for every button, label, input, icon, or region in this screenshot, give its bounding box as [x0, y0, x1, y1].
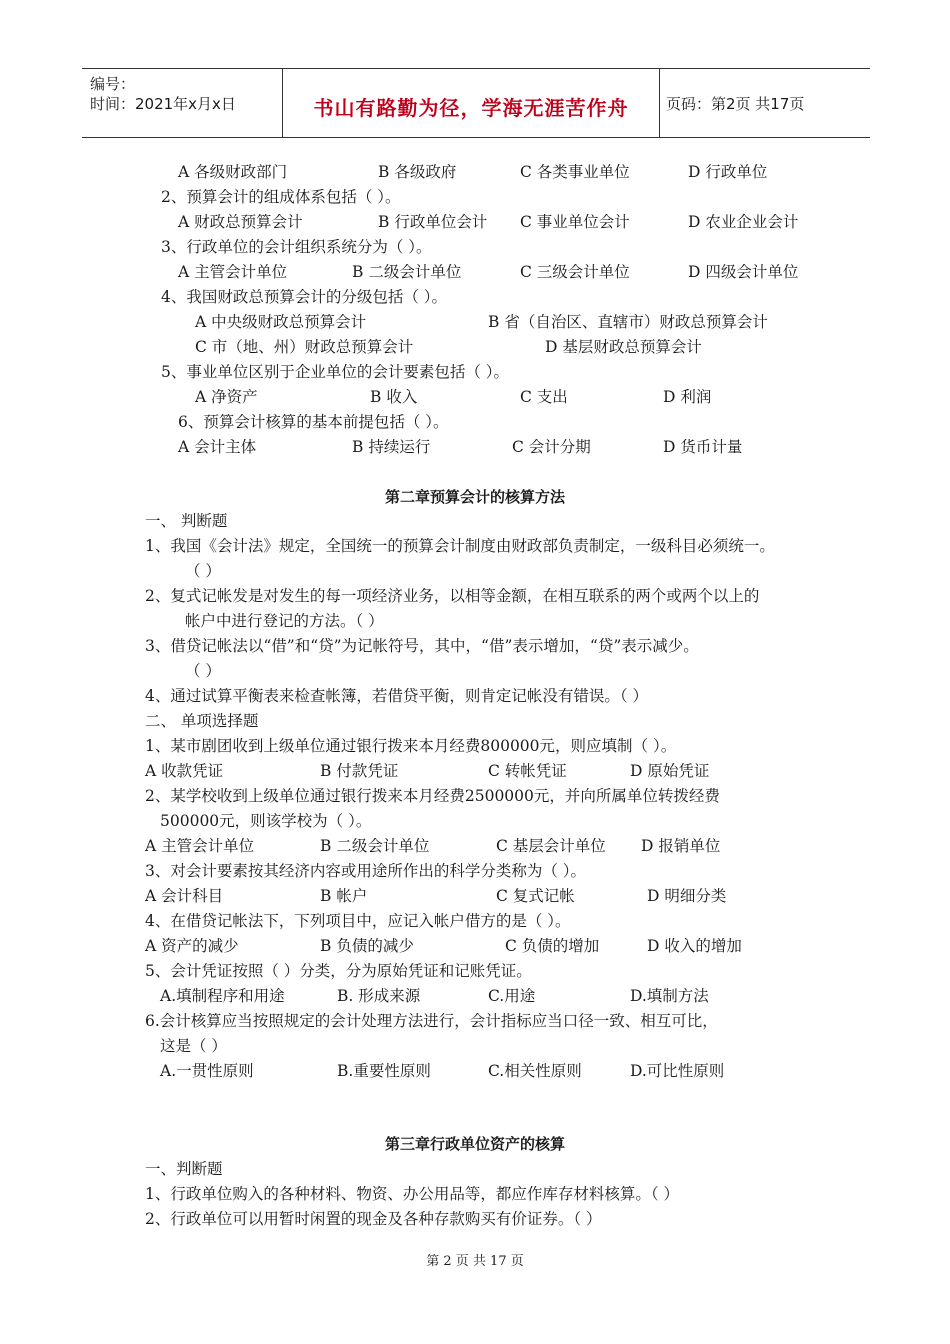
text-line: C 负债的增加 — [505, 937, 600, 955]
text-line: C 会计分期 — [512, 438, 591, 456]
text-line: B 持续运行 — [352, 438, 431, 456]
text-line: 3、借贷记帐法以“借”和“贷”为记帐符号，其中，“借”表示增加，“贷”表示减少。 — [145, 637, 699, 655]
text-line: D 明细分类 — [647, 887, 727, 905]
text-line: 1、行政单位购入的各种材料、物资、办公用品等，都应作库存材料核算。（ ） — [145, 1185, 680, 1203]
text-line: 500000元，则该学校为（ ）。 — [160, 812, 372, 830]
text-line: D 报销单位 — [641, 837, 721, 855]
text-line: 一、 判断题 — [145, 512, 228, 530]
text-line: 2、复式记帐发是对发生的每一项经济业务，以相等金额，在相互联系的两个或两个以上的 — [145, 587, 760, 605]
text-line: 一、判断题 — [145, 1160, 223, 1178]
text-line: C 市（地、州）财政总预算会计 — [195, 338, 414, 356]
text-line: A.填制程序和用途 — [160, 987, 285, 1005]
text-line: B 帐户 — [320, 887, 368, 905]
text-line: 6.会计核算应当按照规定的会计处理方法进行，会计指标应当口径一致、相互可比， — [145, 1012, 718, 1030]
text-line: 4、在借贷记帐法下，下列项目中，应记入帐户借方的是（ ）。 — [145, 912, 571, 930]
text-line: D.填制方法 — [630, 987, 709, 1005]
text-line: （ ） — [185, 662, 221, 680]
text-line: B 付款凭证 — [320, 762, 399, 780]
text-line: B 收入 — [370, 388, 418, 406]
text-line: A 各级财政部门 — [178, 163, 288, 181]
text-line: 4、通过试算平衡表来检查帐簿，若借贷平衡，则肯定记帐没有错误。（ ） — [145, 687, 649, 705]
text-line: 6、预算会计核算的基本前提包括（ ）。 — [178, 413, 449, 431]
text-line: C.用途 — [488, 987, 536, 1005]
text-line: C 复式记帐 — [496, 887, 575, 905]
text-line: 3、行政单位的会计组织系统分为（ ）。 — [161, 238, 432, 256]
header-motto-cell — [283, 69, 660, 137]
text-line: C 事业单位会计 — [520, 213, 630, 231]
chapter-heading: 第三章行政单位资产的核算 — [384, 1135, 565, 1153]
text-line: D 利润 — [663, 388, 712, 406]
header-motto: 书山有路勤为径，学海无涯苦作舟 — [313, 96, 629, 120]
text-line: B 各级政府 — [378, 163, 457, 181]
text-line: C 各类事业单位 — [520, 163, 630, 181]
chapter-heading: 第二章预算会计的核算方法 — [384, 488, 565, 506]
document-date-label: 时间：2021年x月x日 — [90, 95, 236, 113]
header-meta-cell — [82, 69, 283, 137]
text-line: 1、我国《会计法》规定，全国统一的预算会计制度由财政部负责制定，一级科目必须统一。 — [145, 537, 775, 555]
text-line: C 基层会计单位 — [496, 837, 606, 855]
header-page-number: 页码：第2页 共17页 — [666, 95, 805, 113]
text-line: A 中央级财政总预算会计 — [195, 313, 367, 331]
document-code-label: 编号： — [90, 75, 136, 93]
text-line: 4、我国财政总预算会计的分级包括（ ）。 — [161, 288, 448, 306]
text-line: A 会计科目 — [145, 887, 224, 905]
text-line: 2、行政单位可以用暂时闲置的现金及各种存款购买有价证券。（ ） — [145, 1210, 602, 1228]
text-line: B 负债的减少 — [320, 937, 414, 955]
text-line: 2、预算会计的组成体系包括（ ）。 — [161, 188, 401, 206]
text-line: C 转帐凭证 — [488, 762, 567, 780]
text-line: 二、 单项选择题 — [145, 712, 259, 730]
text-line: D 货币计量 — [663, 438, 743, 456]
header-page-cell — [660, 69, 870, 137]
text-line: D 四级会计单位 — [688, 263, 799, 281]
text-line: B. 形成来源 — [337, 987, 421, 1005]
text-line: D 行政单位 — [688, 163, 768, 181]
text-line: B 省（自治区、直辖市）财政总预算会计 — [488, 313, 768, 331]
text-line: （ ） — [185, 562, 221, 580]
text-line: A 主管会计单位 — [145, 837, 255, 855]
text-line: A 净资产 — [195, 388, 258, 406]
text-line: A 会计主体 — [178, 438, 257, 456]
text-line: A 主管会计单位 — [178, 263, 288, 281]
text-line: 3、对会计要素按其经济内容或用途所作出的科学分类称为（ ）。 — [145, 862, 587, 880]
text-line: D 基层财政总预算会计 — [545, 338, 702, 356]
text-line: 5、会计凭证按照（ ）分类，分为原始凭证和记账凭证。 — [145, 962, 532, 980]
page-header — [82, 68, 870, 138]
text-line: B.重要性原则 — [337, 1062, 431, 1080]
text-line: A 收款凭证 — [145, 762, 224, 780]
text-line: C.相关性原则 — [488, 1062, 582, 1080]
text-line: D.可比性原则 — [630, 1062, 725, 1080]
text-line: 帐户中进行登记的方法。（ ） — [185, 612, 384, 630]
text-line: C 三级会计单位 — [520, 263, 630, 281]
page-footer: 第 2 页 共 17 页 — [426, 1254, 524, 1269]
text-line: D 农业企业会计 — [688, 213, 799, 231]
text-line: B 二级会计单位 — [352, 263, 462, 281]
text-line: D 原始凭证 — [630, 762, 710, 780]
text-line: B 行政单位会计 — [378, 213, 488, 231]
text-line: 这是（ ） — [160, 1037, 227, 1055]
text-line: 1、某市剧团收到上级单位通过银行拨来本月经费800000元，则应填制（ ）。 — [145, 737, 677, 755]
text-line: A.一贯性原则 — [160, 1062, 254, 1080]
text-line: 2、某学校收到上级单位通过银行拨来本月经费2500000元，并向所属单位转拨经费 — [145, 787, 720, 805]
text-line: B 二级会计单位 — [320, 837, 430, 855]
text-line: D 收入的增加 — [647, 937, 742, 955]
text-line: A 资产的减少 — [145, 937, 239, 955]
text-line: C 支出 — [520, 388, 568, 406]
text-line: A 财政总预算会计 — [178, 213, 303, 231]
text-line: 5、事业单位区别于企业单位的会计要素包括（ ）。 — [161, 363, 510, 381]
